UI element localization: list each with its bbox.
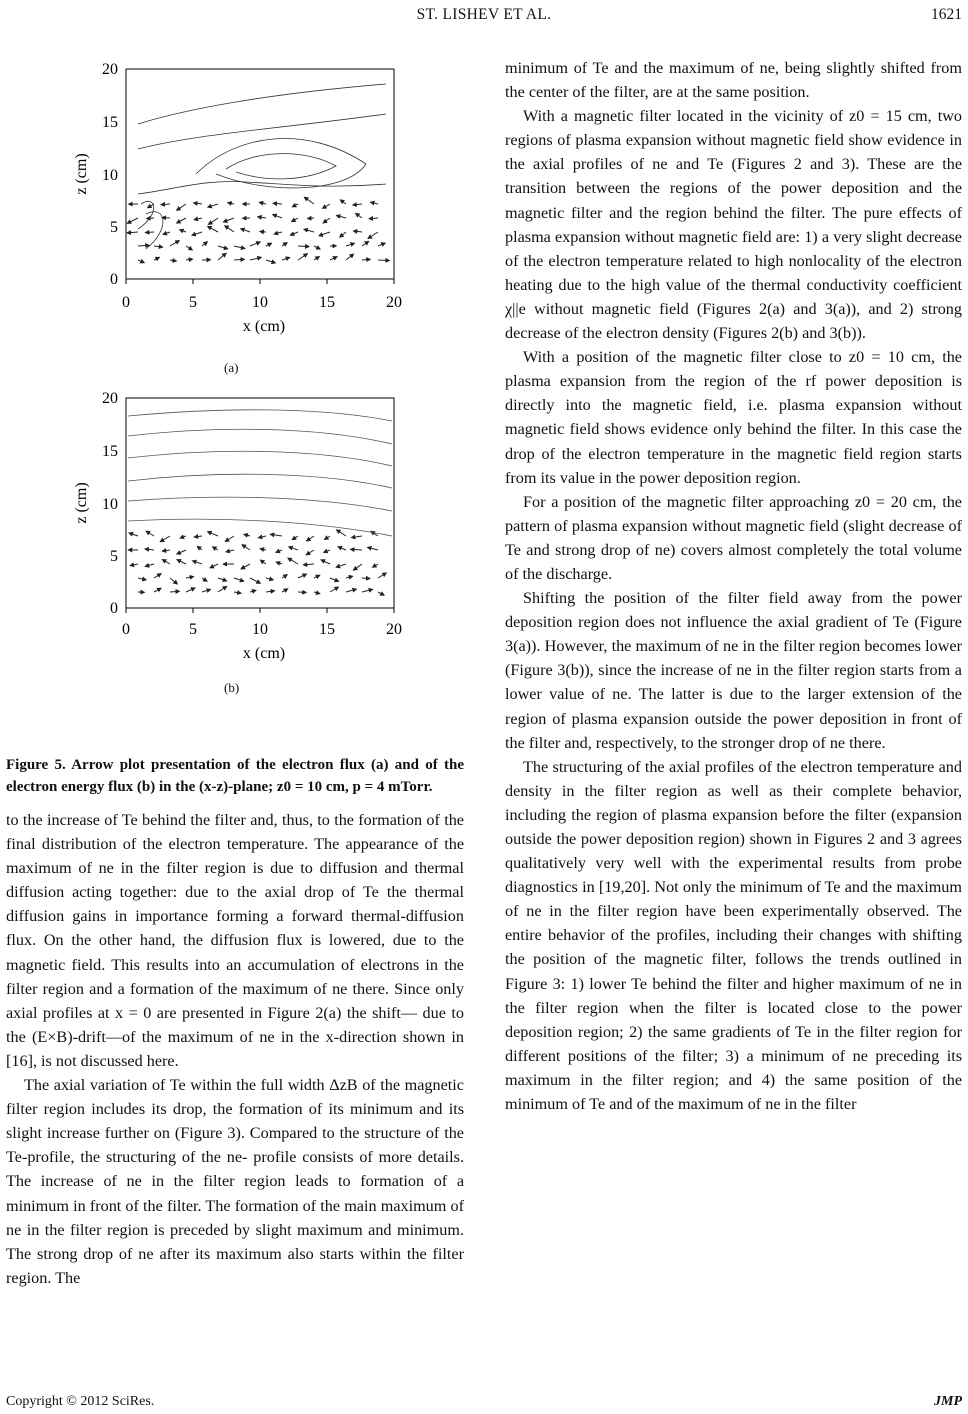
y-axis-label: z (cm) (73, 482, 90, 524)
flux-arrow (186, 259, 193, 260)
flux-arrow (298, 246, 309, 247)
flux-arrow (138, 260, 144, 263)
flux-arrow (208, 226, 218, 232)
flux-arrow (146, 531, 154, 536)
copyright: Copyright © 2012 SciRes. (6, 1394, 155, 1409)
flux-arrow (213, 547, 219, 550)
x-tick-15: 15 (319, 621, 335, 638)
flux-arrow (282, 243, 287, 246)
y-tick-15: 15 (102, 114, 118, 131)
flux-arrow (145, 564, 154, 566)
y-axis-label: z (cm) (73, 153, 90, 195)
flux-arrow (270, 534, 282, 536)
y-tick-5: 5 (110, 219, 118, 236)
flux-arrow (368, 547, 379, 550)
flux-arrow (308, 218, 315, 219)
flux-arrow (314, 246, 320, 249)
flux-arrow (314, 257, 319, 261)
flux-arrow (260, 232, 266, 233)
right-paragraph-3: With a position of the magnetic filter close to z0 = 10 cm, the plasma expansion from the region of the rf power deposition is directly into the magnetic field, i.e. plasma expansion without magnetic field shows evidence only behind the filter. In this case the drop of the electron temperature in the magnetic field region starts from its value in the power deposition region. (505, 348, 962, 487)
flux-arrow (346, 254, 354, 260)
flux-arrow (314, 575, 320, 578)
flux-arrow (194, 218, 202, 220)
flux-arrow (163, 232, 170, 234)
flux-arrow (353, 204, 362, 205)
flux-arrow (273, 215, 282, 219)
panel-a-label: (a) (224, 360, 239, 375)
flux-arrow (288, 558, 298, 564)
flux-arrow (226, 550, 234, 552)
flux-arrow (260, 560, 266, 564)
flux-arrow (228, 203, 234, 204)
flux-arrow (130, 564, 138, 566)
x-tick-10: 10 (252, 621, 268, 638)
x-tick-0: 0 (122, 294, 130, 311)
flux-arrow (258, 217, 266, 218)
figure-5b-streamlines (128, 410, 392, 536)
flux-arrow (290, 232, 298, 235)
flux-arrow (154, 588, 161, 592)
figure-caption: Figure 5. Arrow plot presentation of the electron flux (a) and of the electron energy flux (b) in the (x-z)-plane; z0 = 10 cm, p = 4 mTorr. (6, 757, 464, 795)
flux-arrow (362, 589, 373, 592)
flux-arrow (170, 241, 179, 246)
flux-arrow (266, 591, 275, 592)
flux-arrow (202, 589, 211, 592)
flux-arrow (225, 536, 234, 542)
flux-arrow (208, 532, 218, 536)
x-tick-5: 5 (189, 294, 197, 311)
flux-arrow (274, 232, 282, 234)
flux-arrow (371, 202, 379, 204)
flux-arrow (147, 218, 154, 219)
flux-arrow (282, 589, 288, 592)
x-tick-20: 20 (386, 621, 402, 638)
flux-arrow (340, 200, 346, 204)
flux-arrow (234, 578, 244, 581)
figure-5a-streamlines (138, 84, 386, 249)
flux-arrow (202, 242, 207, 246)
flux-arrow (162, 560, 170, 565)
flux-arrow (378, 243, 385, 246)
flux-arrow (368, 232, 378, 239)
figure-5a-arrows (127, 197, 389, 263)
page-footer (6, 1394, 962, 1410)
flux-arrow (177, 550, 186, 554)
right-column (505, 56, 962, 1116)
flux-arrow (145, 549, 154, 550)
flux-arrow (154, 574, 161, 578)
flux-arrow (202, 578, 207, 581)
flux-arrow (177, 218, 186, 223)
flux-arrow (208, 218, 218, 224)
flux-arrow (234, 592, 241, 593)
flux-arrow (373, 564, 379, 567)
flux-arrow (337, 530, 347, 536)
flux-arrow (289, 547, 298, 550)
flux-arrow (346, 589, 356, 592)
y-tick-20: 20 (102, 61, 118, 78)
flux-arrow (162, 218, 170, 219)
y-tick-0: 0 (110, 271, 118, 288)
flux-arrow (323, 204, 331, 208)
y-tick-15: 15 (102, 443, 118, 460)
flux-arrow (356, 213, 362, 218)
left-paragraph-1: to the increase of Te behind the filter and, thus, to the formation of the final distribution of the electron temperature. The appearance of the maximum of ne in the filter region is due to diffusion and thermal diffusion acting together: due to the axial drop of Te the thermal diffusion gains in importance forming a forward thermal-diffusion flux. On the other hand, the diffusion flux is lowered, due to the magnetic field. This results into an accumulation of electrons in the filter region and a formation of the maximum of ne there. Since only axial profiles at x = 0 are presented in Figure 2(a) the shift— due to the (E×B)-drift—of the maximum of ne in the x-direction shown in [16], is not discussed here. (6, 811, 464, 1070)
flux-arrow (241, 564, 250, 569)
flux-arrow (325, 536, 331, 540)
flux-arrow (369, 218, 378, 219)
flux-arrow (307, 536, 315, 541)
flux-arrow (346, 576, 353, 578)
right-paragraph-6: The structuring of the axial profiles of the electron temperature and density in the filter region as well as their complete behavior, including the region of plasma expansion before the filter (expansion outside the power deposition region) shown in Figures 2 and 3 agrees qualitatively very well with the experimental results from probe diagnostics in [19,20]. Not only the minimum of Te and the maximum of ne in the filter region have been experimentally observed. The entire behavior of the profiles, including their changes with shifting the position of the magnetic filter, follows the trends outlined in Figure 3: 1) lower Te behind the filter and higher maximum of ne in the filter region when the filter is located close to the power deposition region; 2) the same gradients of Te in the filter region for different positions of the filter; 3) a minimum of ne preceding its maximum in the filter region; and 4) the same position of the minimum of Te and of the maximum of ne in the filter (505, 757, 962, 1114)
flux-arrow (250, 242, 260, 246)
flux-arrow (292, 204, 298, 207)
x-tick-20: 20 (386, 294, 402, 311)
flux-arrow (351, 549, 363, 550)
flux-arrow (154, 257, 159, 260)
right-paragraph-5: Shifting the position of the filter field away from the power deposition region does not influence the axial gradient of Te (Figure 3(a)). However, the maximum of ne in the filter region becomes lower (Figure 3(b)), since the increase of ne in the filter region starts from a lower value of ne. The latter is due to the larger extension of the region of plasma expansion outside the power deposition in front of the filter and, respectively, to the stronger drop of ne there. (505, 589, 962, 752)
flux-arrow (161, 204, 170, 205)
y-tick-5: 5 (110, 548, 118, 565)
x-tick-10: 10 (252, 294, 268, 311)
flux-arrow (321, 560, 330, 564)
flux-arrow (250, 578, 260, 583)
flux-arrow (193, 561, 203, 564)
flux-arrow (162, 550, 170, 551)
flux-arrow (250, 257, 261, 260)
flux-arrow (330, 587, 339, 592)
flux-arrow (282, 575, 287, 578)
flux-arrow (177, 560, 186, 564)
figure-5a-plot (66, 54, 426, 344)
x-tick-5: 5 (189, 621, 197, 638)
right-paragraph-1: minimum of Te and the maximum of ne, being slightly shifted from the center of the filter, are at the same position. (505, 59, 962, 102)
page-number: 1621 (931, 6, 962, 23)
flux-arrow (218, 246, 228, 249)
flux-arrow (362, 578, 370, 579)
y-tick-10: 10 (102, 167, 118, 184)
flux-arrow (154, 246, 163, 247)
flux-arrow (340, 232, 346, 237)
flux-arrow (225, 226, 234, 232)
flux-arrow (259, 202, 266, 204)
flux-arrow (192, 232, 202, 235)
y-tick-20: 20 (102, 390, 118, 407)
flux-arrow (218, 253, 226, 260)
flux-arrow (258, 536, 266, 538)
flux-arrow (304, 229, 314, 232)
flux-arrow (223, 218, 234, 222)
flux-arrow (241, 229, 250, 232)
flux-arrow (138, 578, 146, 580)
flux-arrow (303, 564, 314, 565)
flux-arrow (282, 257, 290, 260)
flux-arrow (362, 259, 370, 260)
y-tick-0: 0 (110, 600, 118, 617)
flux-arrow (314, 592, 320, 594)
page-header (0, 6, 968, 30)
figure-5b-plot (66, 376, 426, 666)
flux-arrow (242, 545, 250, 550)
flux-arrow (336, 564, 346, 567)
y-tick-10: 10 (102, 496, 118, 513)
journal-abbrev: JMP (934, 1394, 962, 1409)
flux-arrow (353, 564, 362, 570)
flux-arrow (129, 533, 138, 536)
flux-arrow (194, 203, 202, 204)
flux-arrow (306, 550, 314, 555)
flux-arrow (338, 547, 346, 550)
flux-arrow (319, 232, 330, 236)
flux-arrow (234, 259, 244, 260)
flux-arrow (298, 254, 307, 260)
flux-arrow (186, 588, 195, 592)
x-axis-label: x (cm) (242, 645, 286, 662)
flux-arrow (138, 245, 149, 246)
figure-5 (6, 54, 464, 754)
flux-arrow (197, 546, 202, 550)
flux-arrow (218, 586, 227, 592)
flux-arrow (244, 534, 250, 536)
flux-arrow (234, 246, 245, 249)
flux-arrow (304, 197, 314, 204)
flux-arrow (170, 578, 177, 584)
running-title: ST. LISHEV ET AL. (416, 6, 552, 23)
x-tick-15: 15 (319, 294, 335, 311)
flux-arrow (170, 260, 176, 261)
flux-arrow (160, 536, 170, 542)
flux-arrow (194, 536, 202, 537)
flux-arrow (378, 260, 389, 261)
left-paragraph-2: The axial variation of Te within the full width ΔzB of the magnetic filter region includes its drop, the formation of its minimum and its slight increase further on (Figure 3). Compared to the structure of the Te-profile, the structuring of the ne- profile consists of more details. The increase of ne in the filter region leads to formation of a minimum in front of the filter. The formation of the main maximum of ne in the filter region is preceded by slight maximum and minimum. The strong drop of ne after its maximum also starts within the filter region. The (6, 1076, 464, 1287)
flux-arrow (145, 232, 154, 233)
flux-arrow (378, 573, 386, 578)
right-paragraph-2: With a magnetic filter located in the vicinity of z0 = 15 cm, two regions of plasma expansion without magnetic field show evidence in the axial profiles of ne and Te (Figures 2 and 3). These are the transition between the regions of the power deposition and the magnetic filter and the region behind the filter. The pure effects of plasma expansion without magnetic field are: 1) a very slight decrease of the electron temperature related to high nonlocality of the electron heating due to the high value of the thermal conductivity coefficient χ||e without magnetic field (Figures 2(a) and 3(a)), and 2) strong decrease of the electron density (Figures 2(b) and 3(b)). (505, 107, 962, 343)
flux-arrow (273, 203, 282, 204)
flux-arrow (298, 574, 307, 578)
flux-arrow (330, 257, 337, 260)
flux-arrow (177, 204, 186, 210)
flux-arrow (353, 231, 362, 232)
flux-arrow (266, 243, 272, 246)
flux-arrow (170, 591, 179, 592)
flux-arrow (208, 204, 218, 207)
x-axis-label: x (cm) (242, 318, 286, 335)
flux-arrow (266, 260, 275, 263)
flux-arrow (292, 536, 298, 540)
flux-arrow (186, 577, 194, 578)
flux-arrow (250, 590, 256, 592)
right-paragraph-4: For a position of the magnetic filter approaching z0 = 20 cm, the pattern of plasma expansion without magnetic field (slight decrease of Te and strong drop of ne) covers almost completely the total volume of the discharge. (505, 492, 962, 583)
flux-arrow (180, 536, 186, 538)
left-column (6, 54, 464, 1290)
flux-arrow (336, 216, 346, 219)
x-tick-0: 0 (122, 621, 130, 638)
flux-arrow (276, 562, 282, 564)
flux-arrow (127, 218, 138, 223)
flux-arrow (362, 241, 369, 246)
figure-5b-arrows (128, 530, 386, 596)
flux-arrow (351, 536, 362, 538)
flux-arrow (292, 218, 298, 222)
flux-arrow (346, 243, 355, 246)
flux-arrow (330, 578, 339, 581)
flux-arrow (210, 564, 218, 568)
flux-arrow (324, 550, 330, 552)
flux-arrow (127, 232, 138, 233)
panel-b-label: (b) (224, 680, 240, 695)
flux-arrow (260, 549, 266, 550)
flux-arrow (186, 246, 192, 250)
flux-arrow (276, 550, 282, 552)
flux-arrow (378, 592, 384, 595)
flux-arrow (323, 218, 330, 223)
flux-arrow (218, 578, 227, 581)
flux-arrow (266, 578, 273, 580)
flux-arrow (180, 230, 186, 232)
